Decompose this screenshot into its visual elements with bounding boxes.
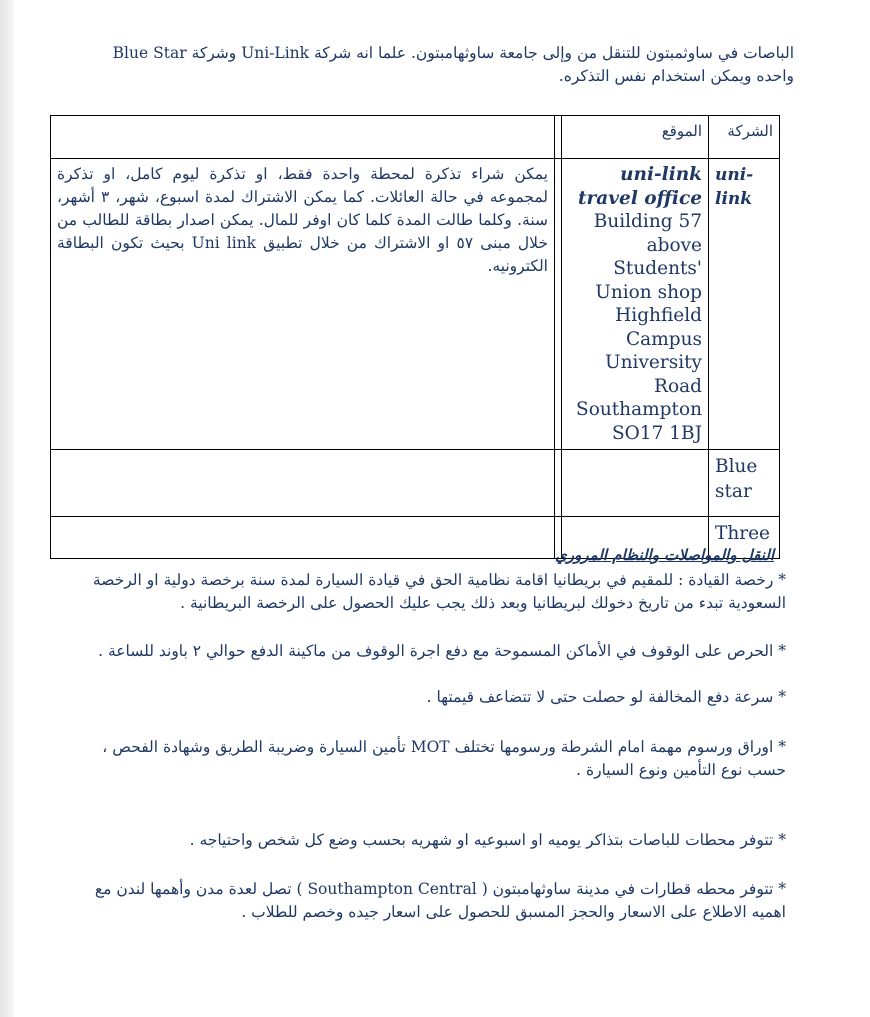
bus-companies-table bbox=[50, 115, 780, 559]
three-company-name: Three bbox=[715, 523, 770, 544]
bullet-line: * سرعة دفع المخالفة لو حصلت حتى لا تتضاعف قيمتها . bbox=[426, 688, 786, 706]
bullet-line: حسب نوع التأمين ونوع السيارة . bbox=[576, 761, 786, 779]
header-location: الموقع bbox=[562, 116, 709, 159]
unilink-address-line: Campus bbox=[626, 328, 702, 350]
spacer-cell bbox=[555, 159, 562, 450]
bullet-line: * تتوفر محطه قطارات في مدينة ساوثهامبتون ( Southampton Central ) تصل لعدة مدن وأهمها لندن مع bbox=[94, 880, 786, 898]
unilink-company-name: uni-link bbox=[715, 165, 754, 209]
unilink-address-line: above Students' bbox=[613, 234, 702, 279]
unilink-location bbox=[568, 163, 702, 445]
bullet-line: * الحرص على الوقوف في الأماكن المسموحة مع دفع اجرة الوقوف من ماكينة الدفع حوالي ٢ باوند للساعة . bbox=[98, 642, 786, 660]
bullet-documents bbox=[50, 736, 786, 782]
bullet-driving-license bbox=[70, 569, 786, 615]
bullet-line: اهميه الاطلاع على الاسعار والحجز المسبق للحصول على اسعار جيده وخصم للطلاب . bbox=[241, 903, 786, 921]
spacer-cell bbox=[555, 116, 562, 159]
bullet-line: السعودية تبدء من تاريخ دخولك لبريطانيا وبعد ذلك يجب عليك الحصول على الرخصة البريطانية . bbox=[180, 594, 786, 612]
intro-line-2: واحده ويمكن استخدام نفس التذكره. bbox=[558, 67, 794, 85]
unilink-address-line: Union shop bbox=[595, 281, 702, 303]
intro-line-1: الباصات في ساوثمبتون للتنقل من وإلى جامعة ساوثهامبتون. علما انه شركة Uni-Link وشركة Blue Star bbox=[112, 44, 794, 62]
spacer-cell bbox=[555, 450, 562, 517]
unilink-address-line: Highfield bbox=[615, 305, 702, 326]
bullet-parking bbox=[70, 640, 786, 663]
bullet-fines bbox=[70, 686, 786, 709]
bullet-line: * اوراق ورسوم مهمة امام الشرطة ورسومها تختلف MOT تأمين السيارة وضريبة الطريق وشهادة الفحص ، bbox=[102, 738, 786, 756]
bluestar-company-name: Blue star bbox=[715, 456, 758, 502]
table-header-row bbox=[51, 116, 780, 159]
unilink-address-line: Southampton bbox=[576, 399, 702, 420]
unilink-address-line: Building 57 bbox=[593, 211, 702, 232]
header-description bbox=[51, 116, 555, 159]
unilink-address-line: University Road bbox=[605, 352, 702, 397]
unilink-address-line: SO17 1BJ bbox=[611, 422, 702, 444]
bullet-bus-stations bbox=[70, 829, 786, 852]
header-company: الشركة bbox=[709, 116, 780, 159]
table-row-bluestar bbox=[51, 450, 780, 517]
unilink-office-title: uni-link travel office bbox=[578, 164, 702, 209]
document-page bbox=[20, 0, 870, 1017]
unilink-description: يمكن شراء تذكرة لمحطة واحدة فقط، او تذكرة ليوم كامل، او تذكرة لمجموعه في حالة العائلات. كما يمكن الاشتراك لمدة اسبوع، شهر، ٣ أشهر، سنة. وكلما طالت المدة كلما كان اوفر للمال. يمكن اصدار بطاقة للطالب من خلال مبنى ٥٧ او الاشتراك من خلال تطبيق Uni link بحيث تكون البطاقة الكترونيه. bbox=[57, 165, 548, 275]
bullet-train-station bbox=[50, 878, 786, 924]
page-edge-shadow bbox=[0, 0, 14, 1017]
section-title: النقل والمواصلات والنظام المروري bbox=[555, 546, 774, 564]
bullet-line: * رخصة القيادة : للمقيم في بريطانيا اقامة نظامية الحق في قيادة السيارة لمدة سنة برخصة دولية او الرخصة bbox=[92, 571, 786, 589]
intro-paragraph bbox=[72, 42, 794, 88]
bullet-line: * تتوفر محطات للباصات بتذاكر يوميه او اسبوعيه او شهريه بحسب وضع كل شخص واحتياجه . bbox=[189, 831, 786, 849]
table-row-unilink bbox=[51, 159, 780, 450]
